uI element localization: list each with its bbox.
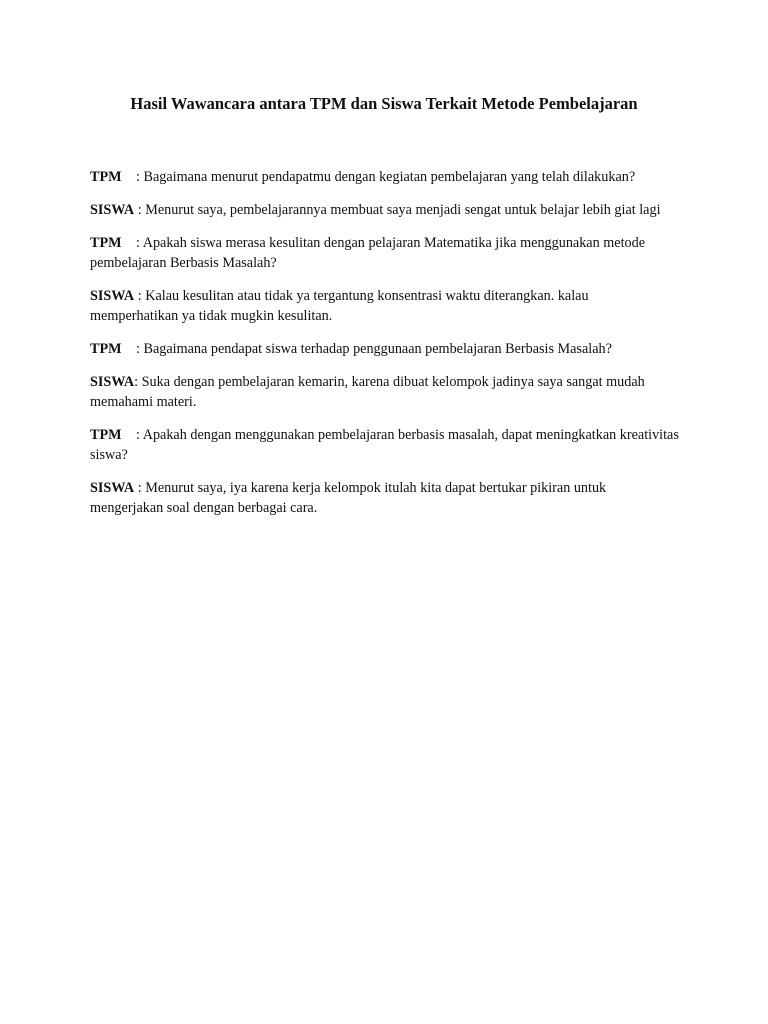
transcript-entry <box>90 200 680 220</box>
speaker-label: SISWA <box>90 480 135 496</box>
entry-text: : Apakah dengan menggunakan pembelajaran berbasis masalah, dapat meningkatkan kreativitas siswa? <box>90 427 679 463</box>
transcript-entry <box>90 478 680 518</box>
speaker-label: TPM <box>90 235 122 251</box>
speaker-label: TPM <box>90 427 122 443</box>
transcript-entry <box>90 339 680 359</box>
transcript-entry <box>90 233 680 273</box>
transcript-entry <box>90 167 680 187</box>
speaker-label: SISWA <box>90 288 135 304</box>
entry-text: : Suka dengan pembelajaran kemarin, karena dibuat kelompok jadinya saya sangat mudah memahami materi. <box>90 374 645 410</box>
speaker-label: TPM <box>90 341 122 357</box>
entry-text: : Bagaimana pendapat siswa terhadap penggunaan pembelajaran Berbasis Masalah? <box>136 341 612 357</box>
entry-text: : Kalau kesulitan atau tidak ya tergantung konsentrasi waktu diterangkan. kalau memperhatikan ya tidak mugkin kesulitan. <box>90 288 589 324</box>
speaker-label: SISWA <box>90 202 135 218</box>
speaker-label: TPM <box>90 169 122 185</box>
transcript-entry <box>90 286 680 326</box>
transcript-entry <box>90 425 680 465</box>
transcript-entry <box>90 372 680 412</box>
speaker-label: SISWA <box>90 374 135 390</box>
document-title: Hasil Wawancara antara TPM dan Siswa Terkait Metode Pembelajaran <box>130 94 638 113</box>
entry-text: : Apakah siswa merasa kesulitan dengan pelajaran Matematika jika menggunakan metode pembelajaran Berbasis Masalah? <box>90 235 645 271</box>
entry-text: : Bagaimana menurut pendapatmu dengan kegiatan pembelajaran yang telah dilakukan? <box>136 169 636 185</box>
interview-transcript <box>90 167 680 531</box>
entry-text: : Menurut saya, pembelajarannya membuat saya menjadi sengat untuk belajar lebih giat lagi <box>134 202 661 218</box>
entry-text: : Menurut saya, iya karena kerja kelompok itulah kita dapat bertukar pikiran untuk mengerjakan soal dengan berbagai cara. <box>90 480 607 516</box>
